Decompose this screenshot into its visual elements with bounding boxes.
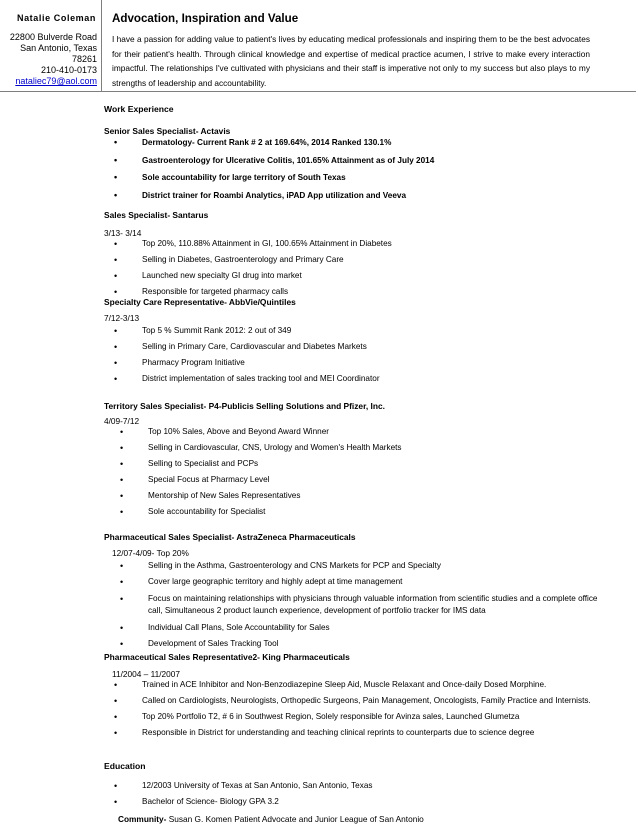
bullet-icon: • — [114, 271, 118, 281]
list-item: • Development of Sales Tracking Tool — [148, 636, 610, 652]
job-king-bullets — [114, 677, 622, 741]
job-date-king: 11/2004 – 11/2007 — [112, 669, 180, 679]
bullet-icon: • — [114, 154, 118, 165]
list-item: • District trainer for Roambi Analytics, iPAD App utilization and Veeva — [142, 187, 612, 205]
list-item: • 12/2003 University of Texas at San Antonio, San Antonio, Texas — [142, 778, 612, 794]
job-abbvie-bullets — [114, 323, 612, 387]
list-item: • Responsible for targeted pharmacy calls — [142, 284, 612, 300]
list-item: • Top 20%, 110.88% Attainment in GI, 100.65% Attainment in Diabetes — [142, 236, 612, 252]
bullet-icon: • — [120, 594, 124, 604]
bullet-icon: • — [120, 443, 124, 453]
job-title-pfizer: Territory Sales Specialist- P4-Publicis Selling Solutions and Pfizer, Inc. — [104, 401, 385, 411]
summary-paragraph: I have a passion for adding value to patient's lives by educating medical professionals and inspiring them to be the best advocates for their patient's health. Through clinical knowledge and expertise of medical practice acumen, I strive to make every interaction impactful. The relationships I've cultivated with physicians and their staff is imperative not only to my success but also plays to my strengths of leadership and accountability. — [112, 34, 590, 88]
zip-code: 78261 — [71, 54, 97, 64]
bullet-icon: • — [120, 507, 124, 517]
bullet-icon: • — [114, 239, 118, 249]
contact-block — [0, 0, 102, 92]
list-item: • District implementation of sales tracking tool and MEI Coordinator — [142, 371, 612, 387]
list-item: • Selling in Diabetes, Gastroenterology and Primary Care — [142, 252, 612, 268]
job-title-actavis: Senior Sales Specialist- Actavis — [104, 126, 231, 136]
job-santarus-bullets — [114, 236, 612, 300]
education-heading: Education — [104, 761, 146, 771]
job-title-abbvie: Specialty Care Representative- AbbVie/Quintiles — [104, 297, 296, 307]
list-item: • Called on Cardiologists, Neurologists, Orthopedic Surgeons, Pain Management, Oncologists, Family Practice and Internists. — [142, 693, 622, 709]
candidate-name: Natalie Coleman — [16, 13, 96, 23]
bullet-icon: • — [114, 728, 118, 738]
bullet-icon: • — [114, 172, 118, 182]
job-date-astrazeneca: 12/07-4/09- Top 20% — [112, 548, 189, 558]
bullet-icon: • — [114, 287, 118, 297]
job-date-pfizer: 4/09-7/12 — [104, 416, 140, 426]
bullet-icon: • — [120, 427, 124, 437]
list-item: • Dermatology- Current Rank # 2 at 169.64%, 2014 Ranked 130.1% — [142, 134, 612, 152]
bullet-icon: • — [114, 358, 118, 368]
bullet-icon: • — [114, 342, 118, 352]
bullet-icon: • — [114, 189, 118, 200]
list-item: • Top 10% Sales, Above and Beyond Award Winner — [148, 424, 618, 440]
list-item: • Trained in ACE Inhibitor and Non-Benzodiazepine Sleep Aid, Muscle Relaxant and Once-daily Dosed Morphine. — [142, 677, 622, 693]
community-label: Community- — [118, 814, 167, 824]
work-experience-heading: Work Experience — [104, 104, 174, 114]
community-line — [118, 814, 424, 824]
bullet-icon: • — [120, 623, 124, 633]
list-item: • Focus on maintaining relationships with physicians through valuable information from scientific studies and a complete office call, Simultaneous 2 product launch experience, development of portfolio tracker for IMS data — [120, 594, 598, 615]
list-item: • Selling to Specialist and PCPs — [148, 456, 618, 472]
list-item: • Bachelor of Science- Biology GPA 3.2 — [142, 794, 612, 810]
list-item: • Sole accountability for large territory of South Texas — [142, 169, 612, 187]
list-item: • Pharmacy Program Initiative — [142, 355, 612, 371]
bullet-icon: • — [114, 680, 118, 690]
email-link[interactable]: nataliec79@aol.com — [15, 76, 97, 86]
job-pfizer-bullets — [120, 424, 618, 520]
list-item: • Individual Call Plans, Sole Accountability for Sales — [148, 620, 610, 636]
bullet-icon: • — [120, 639, 124, 649]
bullet-icon: • — [114, 797, 118, 807]
list-item: • Cover large geographic territory and highly adept at time management — [148, 574, 610, 590]
bullet-icon: • — [120, 491, 124, 501]
address-line-1: 22800 Bulverde Road — [9, 32, 97, 42]
job-date-santarus: 3/13- 3/14 — [104, 228, 142, 238]
bullet-icon: • — [120, 459, 124, 469]
bullet-icon: • — [120, 475, 124, 485]
job-date-abbvie: 7/12-3/13 — [104, 313, 140, 323]
bullet-icon: • — [114, 255, 118, 265]
bullet-icon: • — [114, 712, 118, 722]
list-item: • Mentorship of New Sales Representatives — [148, 488, 618, 504]
job-title-king: Pharmaceutical Sales Representative2- King Pharmaceuticals — [104, 652, 350, 662]
address-line-2: San Antonio, Texas — [20, 43, 97, 53]
education-list — [114, 778, 612, 810]
bullet-icon: • — [114, 781, 118, 791]
community-text: Susan G. Komen Patient Advocate and Junior League of San Antonio — [166, 814, 424, 824]
bullet-icon: • — [114, 326, 118, 336]
bullet-icon: • — [120, 561, 124, 571]
job-astrazeneca-bullets — [120, 558, 610, 652]
bullet-icon: • — [120, 577, 124, 587]
list-item: • Gastroenterology for Ulcerative Colitis, 101.65% Attainment as of July 2014 — [142, 152, 612, 170]
job-title-santarus: Sales Specialist- Santarus — [104, 210, 209, 220]
bullet-icon: • — [114, 374, 118, 384]
list-item: • Selling in Cardiovascular, CNS, Urology and Women's Health Markets — [148, 440, 618, 456]
list-item: • Special Focus at Pharmacy Level — [148, 472, 618, 488]
list-item: • Top 5 % Summit Rank 2012: 2 out of 349 — [142, 323, 612, 339]
list-item: • Top 20% Portfolio T2, # 6 in Southwest Region, Solely responsible for Avinza sales, Launched Glumetza — [142, 709, 622, 725]
list-item: • Launched new specialty GI drug into market — [142, 268, 612, 284]
list-item: • Responsible in District for understanding and teaching clinical reprints to counterparts due to science degree — [142, 725, 622, 741]
bullet-icon: • — [114, 696, 118, 706]
headline: Advocation, Inspiration and Value — [112, 12, 299, 25]
job-title-astrazeneca: Pharmaceutical Sales Specialist- AstraZeneca Pharmaceuticals — [104, 532, 356, 542]
phone-number: 210-410-0173 — [40, 65, 97, 75]
list-item: • Sole accountability for Specialist — [148, 504, 618, 520]
bullet-icon: • — [114, 137, 118, 147]
list-item: • Selling in the Asthma, Gastroenterology and CNS Markets for PCP and Specialty — [148, 558, 610, 574]
header-divider — [102, 91, 636, 92]
job-actavis-bullets — [114, 134, 612, 204]
list-item: • Selling in Primary Care, Cardiovascular and Diabetes Markets — [142, 339, 612, 355]
